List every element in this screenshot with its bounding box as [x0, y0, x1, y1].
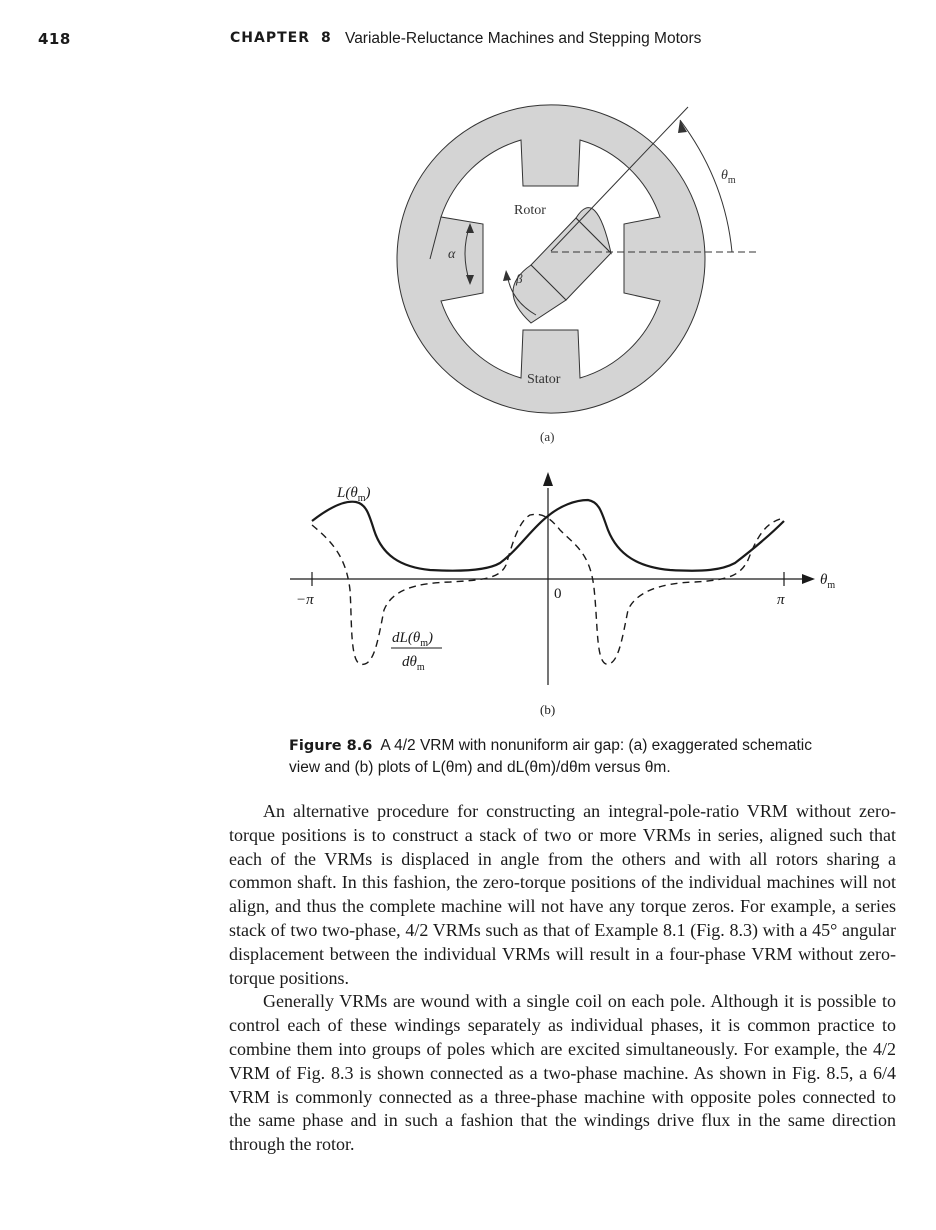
tick-neg-pi-label: −π [296, 592, 314, 608]
figure-caption [289, 735, 829, 778]
panel-a-label: (a) [540, 429, 555, 444]
vrm-schematic [397, 105, 760, 444]
body-text [229, 800, 896, 1157]
dl-denominator: $d\theta_m$ [402, 654, 425, 673]
panel-b-label: (b) [540, 702, 556, 717]
y-axis-arrowhead [543, 472, 553, 486]
l-curve-label: $L(\theta_m)$ [337, 485, 371, 504]
caption-text: A 4/2 VRM with nonuniform air gap: (a) exaggerated schematic view and (b) plots of L(θm) and dL(θm)/dθm versus θm. [289, 737, 817, 776]
stator-label: Stator [527, 372, 561, 387]
dl-numerator: $dL(\theta_m)$ [392, 630, 433, 649]
caption-label: Figure 8.6 [289, 738, 373, 754]
theta-arrowhead [678, 120, 687, 133]
tick-pi-label: π [777, 592, 785, 608]
theta-m-label: $\theta_m$ [721, 168, 736, 186]
paragraph: Generally VRMs are wound with a single coil on each pole. Although it is possible to control each of these windings separately as individual phases, it is common practice to combine them into groups of poles which are excited simultaneously. For example, the 4/2 VRM of Fig. 8.3 is shown connected as a two-phase machine. As shown in Fig. 8.5, a 6/4 VRM is commonly connected as a three-phase machine with opposite poles connected to the same phase and in such a fashion that the windings drive flux in the same direction through the rotor. [229, 991, 896, 1155]
paragraph: An alternative procedure for constructing an integral-pole-ratio VRM without zero-torque positions is to construct a stack of two or more VRMs in series, aligned such that each of the VRMs is displaced in angle from the others and with all rotors sharing a common shaft. In this fashion, the zero-torque positions of the individual machines will not align, and thus the complete machine will not have any torque zeros. For example, a series stack of two two-phase, 4/2 VRMs such as that of Example 8.1 (Fig. 8.3) with a 45° angular displacement between the individual VRMs will result in a four-phase VRM without zero-torque positions. [229, 801, 896, 988]
rotor-label: Rotor [514, 203, 546, 218]
beta-label: β [516, 271, 523, 286]
x-axis-label: $\theta_m$ [820, 572, 836, 591]
alpha-label: α [448, 247, 456, 262]
chapter-title: Variable-Reluctance Machines and Stepping Motors [345, 30, 702, 47]
chapter-number: 8 [321, 30, 331, 46]
inductance-plot [290, 472, 835, 717]
beta-arrow [503, 270, 511, 281]
x-axis-arrowhead [802, 574, 815, 584]
page-number: 418 [38, 30, 71, 48]
chapter-label: CHAPTER [230, 30, 310, 46]
tick-zero-label: 0 [554, 586, 562, 602]
